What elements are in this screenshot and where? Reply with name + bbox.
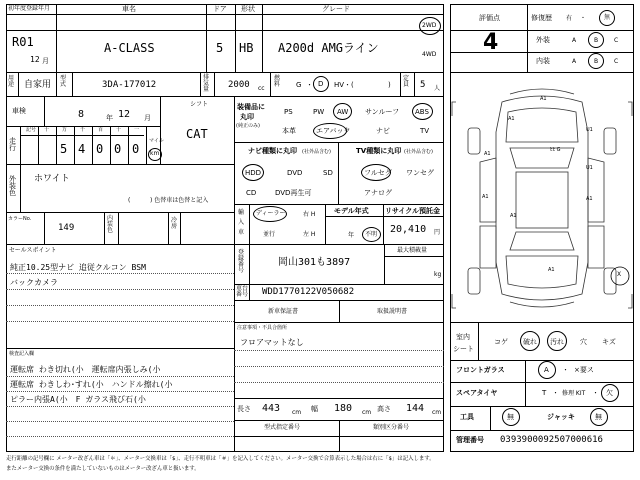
mileage-unit-mile: マイル <box>149 138 164 144</box>
equipment-label2: 丸印 <box>240 113 254 121</box>
model-label: 型式 <box>60 75 67 88</box>
seat-stain: 汚れ <box>550 338 564 346</box>
color-no-label: カラーNo. <box>8 216 32 222</box>
use-value: 自家用 <box>24 80 52 90</box>
navi-sd: SD <box>323 169 333 177</box>
aircon-label: 冷房 <box>171 217 178 230</box>
mark-a1-left: A1 <box>484 151 491 157</box>
class-number-label: 類別区分番号 <box>373 424 410 431</box>
new-guarantee-label: 新車保証書 <box>268 308 299 315</box>
seat-scratch: キズ <box>602 338 616 346</box>
mileage-label: 走行 <box>9 137 16 152</box>
fuel-label: 燃料 <box>274 75 281 88</box>
inspection-label: 車検 <box>12 107 26 115</box>
odometer-divider <box>56 126 57 164</box>
mileage-unit-km: km <box>150 150 160 157</box>
width-unit: cm <box>362 409 372 416</box>
footer-note-2: またメーター交換の条件を満たしていないものはメーター改ざん車と扱います。 <box>6 466 200 472</box>
capacity-label: 定員 <box>403 75 410 88</box>
first-reg-month: 12 <box>30 55 40 64</box>
equip-aw: AW <box>337 108 349 116</box>
first-reg-month-unit: 月 <box>42 57 49 65</box>
recycle-label: リサイクル預託金 <box>385 207 441 215</box>
front-glass-note: ×要ス <box>574 366 594 374</box>
sales-point-line-2: バックカメラ <box>10 278 58 287</box>
mark-u1-right: U1 <box>586 165 593 171</box>
tv-oneseg: ワンセグ <box>406 169 434 177</box>
odometer-divider <box>38 126 39 164</box>
width-value: 180 <box>334 403 353 414</box>
score-label: 評価点 <box>479 14 500 22</box>
grade-label: グレード <box>322 5 350 13</box>
odometer-divider <box>74 126 75 164</box>
spare-tire-label: スペアタイヤ <box>456 389 498 397</box>
seat-hole: 穴 <box>580 338 587 346</box>
first-reg-label: 初年度登録年月 <box>8 5 51 12</box>
inspector-label: 検査記入欄 <box>9 351 35 357</box>
mark-x-circle: X <box>617 271 622 278</box>
import-dealer: ディーラー <box>256 210 286 217</box>
odometer-place-label: 十 <box>44 127 50 133</box>
capacity-value: 5 <box>420 80 426 90</box>
tv-fullseg: フルセグ <box>364 169 392 177</box>
odometer-divider <box>92 126 93 164</box>
front-glass-sep: ・ <box>562 366 569 374</box>
equip-sunroof: サンルーフ <box>365 108 400 116</box>
chassis-value: WDD1770122V050682 <box>262 287 355 297</box>
length-unit: cm <box>292 409 302 416</box>
fuel-d: D <box>318 80 324 88</box>
odometer-divider <box>146 126 147 164</box>
drive-2wd: 2WD <box>422 22 437 29</box>
navi-type-note: (社外品含む) <box>302 149 331 155</box>
repair-no: 無 <box>604 14 611 21</box>
seat-tear: 破れ <box>523 338 537 346</box>
odometer-place-label: 万 <box>62 127 68 133</box>
ext-c: C <box>614 37 619 44</box>
odometer-digit: 0 <box>114 142 122 156</box>
score-value: 4 <box>483 30 499 55</box>
inspection-month-unit: 月 <box>144 114 151 122</box>
length-value: 443 <box>262 403 281 414</box>
odometer-digit: 0 <box>132 142 140 156</box>
int-c: C <box>614 58 619 65</box>
car-name-label: 車名 <box>122 5 136 13</box>
equip-tv: TV <box>420 127 430 135</box>
jack-label: ジャッキ <box>547 413 575 421</box>
equip-pw: PW <box>313 108 325 116</box>
odometer-place-label: 十 <box>116 127 122 133</box>
height-value: 144 <box>406 403 425 414</box>
odometer-digit: 0 <box>96 142 104 156</box>
shape-value: HB <box>239 41 254 55</box>
interior-color-label: 内装色 <box>107 215 114 234</box>
int-label: 内装 <box>536 57 550 65</box>
tv-analog: アナログ <box>364 189 392 197</box>
navi-dvd: DVD <box>287 169 303 177</box>
inspection-year-unit: 年 <box>106 114 113 122</box>
shape-label: 形状 <box>241 5 255 13</box>
spare-t: T <box>542 389 547 397</box>
seat-label: 室内 <box>456 333 470 341</box>
displacement-value: 2000 <box>228 80 250 90</box>
import-right-h: 右 H <box>303 211 316 218</box>
mark-a1-rear: A1 <box>510 213 517 219</box>
notes-value: フロアマットなし <box>240 338 304 347</box>
spare-kit: 修理 KIT <box>562 390 586 397</box>
import-parallel: 並行 <box>263 231 276 238</box>
recycle-value: 20,410 <box>390 224 427 235</box>
shift-label: シフト <box>190 101 209 108</box>
seat-burn: コゲ <box>494 338 508 346</box>
color-note-open: ( <box>128 197 131 204</box>
chassis-label: 車台番号 <box>236 285 249 298</box>
color-value: ホワイト <box>34 174 70 184</box>
equipment-label: 装備品に <box>237 103 265 111</box>
tools-none: 無 <box>507 413 514 421</box>
mark-u1-front-right: U1 <box>586 127 593 133</box>
max-load-unit: kg <box>434 271 442 278</box>
tv-type-label: TV種類に丸印 <box>356 147 402 155</box>
odometer-digit: 5 <box>60 142 68 156</box>
ext-b: B <box>594 37 599 44</box>
inspector-line-2: 運転席 わきしわ･すれ(小 ハンドル擦れ(小 <box>10 380 173 389</box>
equip-navi: ナビ <box>376 127 390 135</box>
mark-w1-roof: ﾋﾋ G <box>550 147 561 153</box>
door-value: 5 <box>216 41 224 55</box>
odometer-place-label: 百 <box>98 127 104 133</box>
navi-cd: CD <box>246 189 257 197</box>
fuel-g: G <box>296 81 302 89</box>
inspector-line-3: ピラー内張A(小 F ガラス飛び石(小 <box>10 395 146 404</box>
disp-label: 排気量 <box>203 74 210 93</box>
spare-none: 欠 <box>606 389 613 397</box>
color-label: 外装色 <box>9 175 16 197</box>
seat-label-2: シート <box>453 345 474 353</box>
model-year-label: モデル年式 <box>334 207 369 215</box>
equip-ps: PS <box>284 108 293 116</box>
color-no-value: 149 <box>58 223 75 233</box>
grade-value: A200d AMGライン <box>278 41 379 55</box>
repair-label: 修復歴 <box>531 14 552 22</box>
notes-label: 注意事項・不具合箇所 <box>237 325 288 331</box>
spare-dot-2: ・ <box>592 389 599 397</box>
registration-label: 登録番号 <box>238 249 245 274</box>
odometer-place-label: 記号 <box>26 127 37 133</box>
mark-a1-front: A1 <box>540 96 547 102</box>
door-label: ドア <box>213 5 227 13</box>
mark-a1-left-rear: A1 <box>482 194 489 200</box>
height-unit: cm <box>432 409 442 416</box>
length-label: 長さ <box>237 405 251 413</box>
front-glass-a: A <box>544 366 549 374</box>
ext-a: A <box>572 37 577 44</box>
odometer-divider <box>128 126 129 164</box>
import-label-1: 輸 <box>238 209 245 216</box>
equip-leather: 本革 <box>282 127 296 135</box>
inspector-line-1: 運転席 わき切れ(小 運転席内張しみ(小 <box>10 365 161 374</box>
inspection-year: 8 <box>78 109 85 120</box>
import-left-h: 左 H <box>303 231 316 238</box>
first-reg-era: R01 <box>12 35 34 49</box>
height-label: 高さ <box>377 405 391 413</box>
fuel-hv: HV・( <box>334 81 354 89</box>
odometer-divider <box>110 126 111 164</box>
use-label: 用途 <box>8 75 15 88</box>
footer-note-1: 走行距離の記号欄に メーター改ざん車は「＊」、メーター交換車は「$」、走行不明車は「＃」を記入してください。メーター交換で合算表示した場合は右に「$」は記入します。 <box>6 456 435 462</box>
jack-none: 無 <box>595 413 602 421</box>
registration-value: 岡山301も3897 <box>278 257 351 268</box>
odometer-place-label: 千 <box>80 127 86 133</box>
int-a: A <box>572 58 577 65</box>
import-label-3: 車 <box>238 229 245 236</box>
repair-yes: 有 <box>566 15 573 22</box>
type-designation-label: 型式指定番号 <box>264 424 301 431</box>
model-value: 3DA-177012 <box>102 80 157 90</box>
int-b: B <box>594 58 599 65</box>
capacity-unit: 人 <box>434 85 441 92</box>
odometer-place-label: 一 <box>134 127 140 133</box>
drive-4wd: 4WD <box>422 51 437 58</box>
equip-airbag: エアバック <box>316 127 351 135</box>
spare-dot-1: ・ <box>552 389 559 397</box>
navi-hdd: HDD <box>245 169 262 177</box>
ext-label: 外装 <box>536 36 550 44</box>
shift-value: CAT <box>186 127 208 141</box>
equip-abs: ABS <box>415 108 429 116</box>
sales-point-line-1: 純正10.25型ナビ 追従クルコン BSM <box>10 263 146 272</box>
width-label: 幅 <box>311 405 318 413</box>
mark-a1-front-left: A1 <box>508 116 515 122</box>
tools-label: 工具 <box>460 413 474 421</box>
front-glass-label: フロントガラス <box>456 366 505 374</box>
model-year-unit: 年 <box>348 232 355 239</box>
max-load-label: 最大積載量 <box>397 247 428 254</box>
sales-point-label: セールスポイント <box>9 247 57 254</box>
equipment-label3: (純正のみ) <box>236 123 260 129</box>
manual-label: 取扱説明書 <box>377 308 408 315</box>
navi-dvd-play: DVD再生可 <box>275 189 312 197</box>
mark-a1-right-rear: A1 <box>586 196 593 202</box>
car-name: A-CLASS <box>104 41 155 55</box>
car-diagram <box>450 72 634 322</box>
tv-type-note: (社外品含む) <box>404 149 433 155</box>
recycle-unit: 円 <box>434 229 441 236</box>
navi-type-label: ナビ種類に丸印 <box>248 147 297 155</box>
import-label-2: 入 <box>238 219 245 226</box>
odometer-digit: 4 <box>78 142 86 156</box>
disp-unit: cc <box>258 85 265 92</box>
control-number-value: 0393900092507000616 <box>500 435 603 445</box>
control-number-label: 管理番号 <box>456 436 484 444</box>
model-year-unknown: 不明 <box>365 231 378 238</box>
mark-a1-trunk: A1 <box>548 267 555 273</box>
fuel-close: ) <box>388 81 391 89</box>
color-note: ) 色替車は色替と記入 <box>150 197 209 204</box>
inspection-month: 12 <box>118 109 131 120</box>
